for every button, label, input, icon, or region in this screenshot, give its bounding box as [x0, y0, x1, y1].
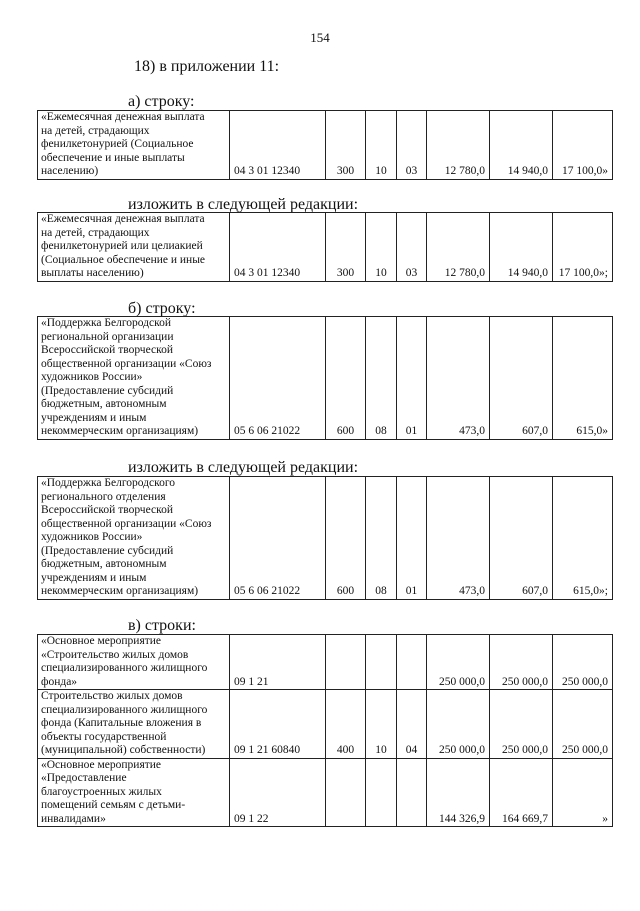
description-cell	[38, 317, 230, 440]
description-line: (Предоставление субсидий	[41, 544, 174, 557]
amount-year1-cell: 12 780,0	[427, 111, 490, 180]
code-cell: 04 3 01 12340	[230, 213, 326, 282]
description-line: бюджетным, автономным	[41, 398, 167, 410]
expense-type-cell: 300	[326, 213, 366, 282]
section-heading: 18) в приложении 11:	[134, 58, 280, 75]
description-line: «Основное мероприятие	[41, 635, 162, 647]
subsection-cell: 04	[397, 690, 427, 759]
amount-year2-cell: 164 669,7	[490, 758, 553, 827]
subsection-cell: 01	[397, 477, 427, 600]
description-line: Строительство жилых домов	[41, 690, 183, 702]
amount-year3-cell: 250 000,0	[553, 635, 613, 690]
description-cell	[38, 635, 230, 690]
section-cell: 10	[366, 111, 397, 180]
description-line: учреждениям и иным	[41, 411, 147, 424]
description-line: фенилкетонурией (Социальное	[41, 138, 194, 150]
code-cell: 05 6 06 21022	[230, 317, 326, 440]
description-line: фенилкетонурией или целиакией	[41, 240, 203, 252]
description-line: общественной организации «Союз	[41, 357, 212, 370]
table-row	[38, 317, 613, 440]
description-line: на детей, страдающих	[41, 124, 150, 137]
amount-year3-cell: 17 100,0»	[553, 111, 613, 180]
description-line: населению)	[41, 165, 99, 177]
description-line: Всероссийской творческой	[41, 504, 173, 516]
page-number: 154	[310, 30, 330, 45]
amount-year3-cell: »	[553, 758, 613, 827]
subsection-cell	[397, 635, 427, 690]
description-line: обеспечение и иные выплаты	[41, 151, 185, 164]
expense-type-cell: 400	[326, 690, 366, 759]
expense-type-cell	[326, 758, 366, 827]
subsection-cell	[397, 758, 427, 827]
subsection-label: а) строку:	[128, 93, 195, 110]
description-line: регионального отделения	[41, 490, 166, 503]
amount-year3-cell: 17 100,0»;	[553, 213, 613, 282]
description-line: фонда (Капитальные вложения в	[41, 717, 202, 729]
description-line: (муниципальной) собственности)	[41, 744, 206, 756]
description-line: региональной организации	[41, 330, 174, 343]
amount-year1-cell: 144 326,9	[427, 758, 490, 827]
section-cell: 10	[366, 213, 397, 282]
description-line: «Поддержка Белгородского	[41, 477, 176, 489]
table-row	[38, 213, 613, 282]
section-cell	[366, 635, 397, 690]
section-cell: 10	[366, 690, 397, 759]
amount-year1-cell: 250 000,0	[427, 690, 490, 759]
section-cell: 08	[366, 317, 397, 440]
description-cell	[38, 213, 230, 282]
expense-type-cell	[326, 635, 366, 690]
amount-year3-cell: 615,0»;	[553, 477, 613, 600]
amount-year1-cell: 473,0	[427, 477, 490, 600]
description-line: фонда»	[41, 675, 78, 688]
section-cell	[366, 758, 397, 827]
amount-year2-cell: 250 000,0	[490, 635, 553, 690]
description-cell	[38, 690, 230, 759]
description-line: выплаты населению)	[41, 267, 144, 279]
table-row	[38, 758, 613, 827]
amount-year1-cell: 473,0	[427, 317, 490, 440]
table-row	[38, 635, 613, 690]
subsection-cell: 01	[397, 317, 427, 440]
description-line: некоммерческим организациям)	[41, 585, 199, 597]
description-line: бюджетным, автономным	[41, 558, 167, 570]
code-cell: 05 6 06 21022	[230, 477, 326, 600]
description-line: специализированного жилищного	[41, 703, 208, 716]
description-line: некоммерческим организациям)	[41, 425, 199, 437]
description-line: «Строительство жилых домов	[41, 648, 189, 661]
description-line: художников России»	[41, 531, 143, 543]
code-cell: 09 1 22	[230, 758, 326, 827]
description-cell	[38, 111, 230, 180]
description-line: «Поддержка Белгородской	[41, 317, 172, 329]
description-line: помещений семьям с детьми-	[41, 799, 186, 811]
amount-year3-cell: 615,0»	[553, 317, 613, 440]
code-cell: 09 1 21 60840	[230, 690, 326, 759]
expense-type-cell: 300	[326, 111, 366, 180]
subsection-cell: 03	[397, 213, 427, 282]
code-cell: 04 3 01 12340	[230, 111, 326, 180]
description-line: «Основное мероприятие	[41, 758, 162, 771]
subsection-label: в) строки:	[128, 617, 196, 634]
description-cell	[38, 758, 230, 827]
subsection-label: изложить в следующей редакции:	[128, 459, 359, 476]
table-row	[38, 111, 613, 180]
description-line: благоустроенных жилых	[41, 785, 162, 798]
description-line: на детей, страдающих	[41, 226, 150, 239]
amount-year2-cell: 607,0	[490, 477, 553, 600]
subsection-label: изложить в следующей редакции:	[128, 196, 359, 213]
subsection-cell: 03	[397, 111, 427, 180]
description-cell	[38, 477, 230, 600]
budget-table	[37, 212, 613, 282]
amount-year2-cell: 250 000,0	[490, 690, 553, 759]
description-line: «Ежемесячная денежная выплата	[41, 111, 205, 123]
amount-year1-cell: 250 000,0	[427, 635, 490, 690]
subsection-label: б) строку:	[128, 300, 196, 317]
budget-table	[37, 634, 613, 827]
budget-table	[37, 110, 613, 180]
description-line: объекты государственной	[41, 730, 167, 743]
description-line: художников России»	[41, 371, 143, 383]
budget-table	[37, 476, 613, 600]
amount-year1-cell: 12 780,0	[427, 213, 490, 282]
expense-type-cell: 600	[326, 317, 366, 440]
description-line: «Предоставление	[41, 772, 127, 784]
budget-table	[37, 316, 613, 440]
expense-type-cell: 600	[326, 477, 366, 600]
description-line: общественной организации «Союз	[41, 517, 212, 530]
amount-year2-cell: 14 940,0	[490, 111, 553, 180]
amount-year2-cell: 14 940,0	[490, 213, 553, 282]
description-line: учреждениям и иным	[41, 571, 147, 584]
description-line: инвалидами»	[41, 812, 106, 825]
description-line: Всероссийской творческой	[41, 344, 173, 356]
amount-year2-cell: 607,0	[490, 317, 553, 440]
code-cell: 09 1 21	[230, 635, 326, 690]
amount-year3-cell: 250 000,0	[553, 690, 613, 759]
description-line: «Ежемесячная денежная выплата	[41, 213, 205, 225]
description-line: (Социальное обеспечение и иные	[41, 253, 206, 266]
table-row	[38, 477, 613, 600]
section-cell: 08	[366, 477, 397, 600]
description-line: специализированного жилищного	[41, 662, 208, 674]
table-row	[38, 690, 613, 759]
description-line: (Предоставление субсидий	[41, 384, 174, 397]
